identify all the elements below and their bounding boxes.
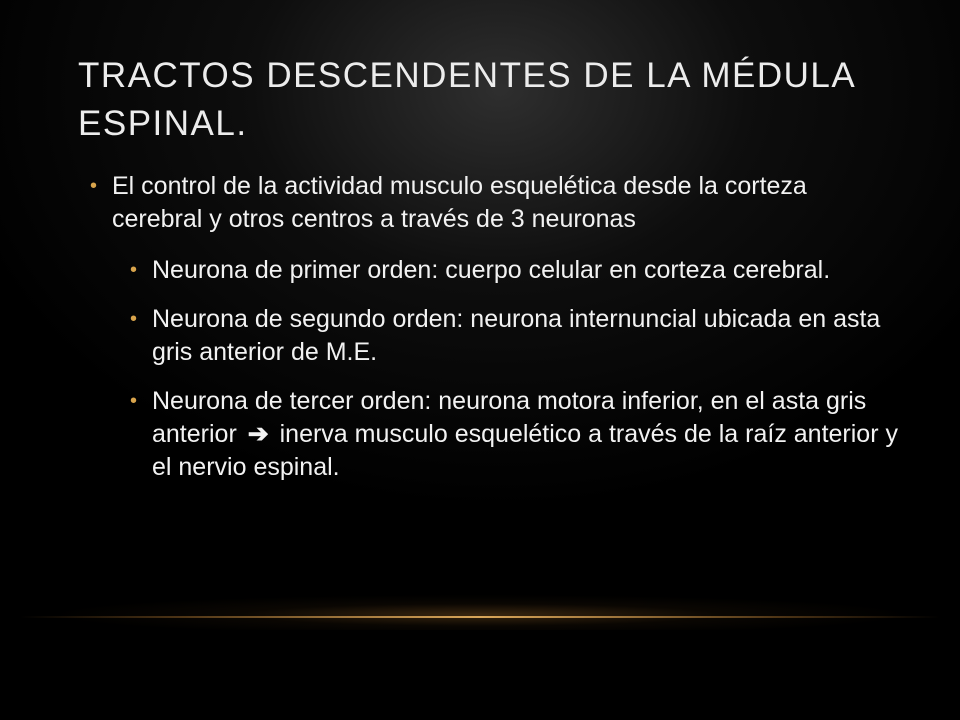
slide-title: TRACTOS DESCENDENTES DE LA MÉDULA ESPINAL.	[78, 56, 855, 143]
bullet-item-third-order	[130, 385, 900, 484]
bullet-icon: •	[130, 390, 138, 412]
glow-line	[20, 616, 940, 618]
decorative-glow	[0, 590, 960, 630]
bullet-text-after: inerva musculo esquelético a través de la raíz anterior y el nervio espinal.	[152, 420, 898, 481]
bullet-icon: •	[130, 308, 138, 330]
bullet-item-second-order	[130, 303, 900, 369]
bullet-text: Neurona de segundo orden: neurona internuncial ubicada en asta gris anterior de M.E.	[152, 305, 881, 366]
bullet-text: Neurona de primer orden: cuerpo celular en corteza cerebral.	[152, 256, 831, 284]
arrow-right-icon: ➔	[247, 420, 269, 448]
bullet-icon: •	[90, 175, 98, 197]
bullet-item-first-order	[130, 254, 900, 287]
bullet-item-neurons	[90, 170, 900, 236]
bullet-text-before: Neurona de tercer orden: neurona motora inferior, en el asta gris anterior	[152, 387, 867, 448]
bullet-text: El control de la actividad musculo esquelética desde la corteza cerebral y otros centros a través de 3 neuronas	[112, 172, 807, 233]
bullet-icon: •	[130, 259, 138, 281]
bullet-list	[90, 170, 900, 500]
glow-haze	[50, 590, 910, 630]
